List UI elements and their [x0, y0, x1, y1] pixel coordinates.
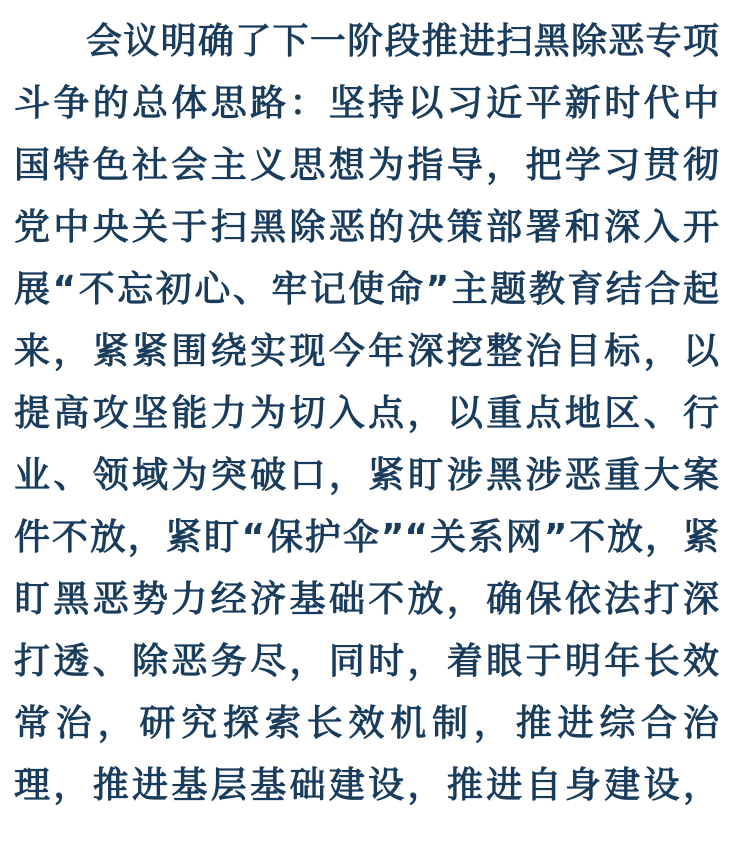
paragraph-line-8: 业、领域为突破口，紧盯涉黑涉恶重大案: [14, 455, 719, 496]
paragraph-line-11: 打透、除恶务尽，同时，着眼于明年长效: [14, 641, 719, 682]
paragraph-line-6: 来，紧紧围绕实现今年深挖整治目标，以: [14, 331, 719, 372]
paragraph-line-4: 党中央关于扫黑除恶的决策部署和深入开: [14, 207, 719, 248]
paragraph-line-3: 国特色社会主义思想为指导，把学习贯彻: [14, 145, 719, 186]
paragraph-line-12: 常治，研究探索长效机制，推进综合治: [14, 703, 719, 744]
paragraph-line-7: 提高攻坚能力为切入点，以重点地区、行: [14, 393, 719, 434]
paragraph-line-2: 斗争的总体思路：坚持以习近平新时代中: [14, 83, 719, 124]
paragraph-line-10: 盯黑恶势力经济基础不放，确保依法打深: [14, 579, 719, 620]
paragraph-line-5: 展“不忘初心、牢记使命”主题教育结合起: [14, 269, 719, 310]
paragraph-line-1: 会议明确了下一阶段推进扫黑除恶专项: [86, 21, 719, 62]
paragraph-line-13: 理，推进基层基础建设，推进自身建设，: [14, 765, 719, 806]
paragraph-line-9: 件不放，紧盯“保护伞”“关系网”不放，紧: [14, 517, 719, 558]
